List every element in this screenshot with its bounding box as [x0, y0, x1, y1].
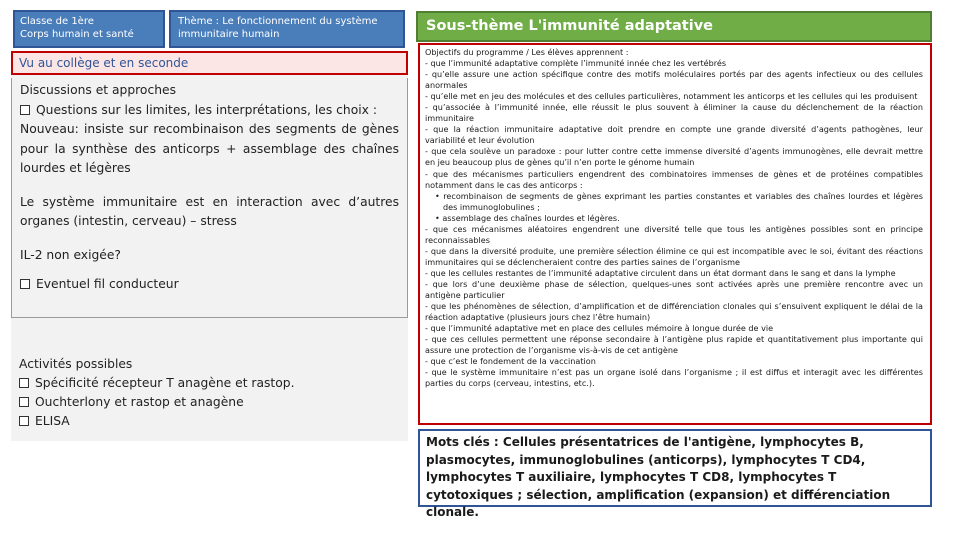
discussions-title: Discussions et approches [20, 83, 176, 97]
objective-line: - que ces cellules permettent une réponse secondaire à l’antigène plus rapide et quantitativement plus importante qui assure une protection de l’organisme vis-à-vis de cet antigène [425, 334, 923, 356]
activity-item: Ouchterlony et rastop et anagène [19, 393, 400, 412]
questions-text: Questions sur les limites, les interprétations, les choix : [36, 102, 377, 117]
objective-sub-bullet: • assemblage des chaînes lourdes et légères. [435, 212, 620, 223]
activity-item: ELISA [19, 412, 400, 431]
class-label-box [13, 10, 165, 48]
fil-conducteur-text: Eventuel fil conducteur [36, 277, 179, 291]
objective-line: - que dans la diversité produite, une première sélection élimine ce qui est incompatible avec le soi, évitant des réactions immunitaires qui se déclencheraient contre des parties saines de l’organisme [425, 245, 923, 267]
activities-block [11, 355, 408, 441]
objective-sub-bullet: • recombinaison de segments de gènes exprimant les parties constantes et variables des chaînes lourdes et légères des immunoglobulines ; [435, 190, 923, 212]
il2-text: IL-2 non exigée? [20, 247, 121, 262]
objective-line: - que lors d’une deuxième phase de sélection, quelques-unes sont activées après une première rencontre avec un antigène particulier [425, 278, 923, 301]
keywords-box: Mots clés : Cellules présentatrices de l'antigène, lymphocytes B, plasmocytes, immunoglobulines (anticorps), lymphocytes T CD4, lymphocytes T auxiliaire, lymphocytes T CD8, lymphocytes T cytotoxiques ; sélection, amplification (expansion) et différenciation clonale. [418, 429, 932, 507]
subtheme-title: Sous-thème L'immunité adaptative [416, 11, 932, 42]
objective-line: - qu’elle met en jeu des molécules et des cellules particulières, notamment les anticorps et les cellules qui les produisent [425, 91, 918, 102]
objective-line: - que les phénomènes de sélection, d’amplification et de différenciation clonales qui s’ensuivent expliquent le délai de la réaction adaptative (plusieurs jours chez l’être humain) [425, 301, 923, 323]
objective-line: - que l’immunité adaptative met en place des cellules mémoire à longue durée de vie [425, 323, 774, 334]
checkbox-icon [19, 397, 29, 407]
questions-line [20, 101, 399, 121]
fil-conducteur-line [20, 275, 399, 295]
objective-line: - que les cellules restantes de l’immunité adaptative circulent dans un état dormant dans le sang et dans la lymphe [425, 267, 896, 278]
objective-line: - que la réaction immunitaire adaptative doit prendre en compte une grande diversité d’agents pathogènes, leur variabilité et leur évolution [425, 124, 923, 146]
discussions-block [11, 78, 408, 318]
seen-before-heading: Vu au collège et en seconde [11, 51, 408, 75]
theme-line-2: immunitaire humain [178, 29, 280, 40]
objective-line: - qu’elle assure une action spécifique contre des motifs moléculaires portés par des agents infectieux ou des cellules anormales [425, 69, 923, 91]
interaction-text: Le système immunitaire est en interaction avec d’autres organes (intestin, cerveau) – stress [20, 194, 399, 228]
objective-line: - que ces mécanismes aléatoires engendrent une diversité telle que tous les antigènes possibles sont en principe reconnaissables [425, 223, 923, 245]
objective-line: - que le système immunitaire n’est pas un organe isolé dans l’organisme ; il est diffus et interagit avec les différentes parties du corps (cerveau, intestins, etc.). [425, 367, 923, 389]
class-topic-text: Corps humain et santé [20, 29, 134, 40]
theme-line-1: Thème : Le fonctionnement du système [178, 16, 378, 27]
objective-line: - que des mécanismes particuliers engendrent des combinatoires immenses de gènes et de protéines compatibles notamment dans le cas des anticorps : [425, 168, 923, 190]
objective-line: - que c’est le fondement de la vaccination [425, 356, 596, 367]
class-level-text: Classe de 1ère [20, 16, 94, 27]
objective-line: - qu’associée à l’immunité innée, elle réussit le plus souvent à éliminer la cause du déclenchement de la réaction immunitaire [425, 102, 923, 124]
checkbox-icon [19, 378, 29, 388]
activities-title: Activités possibles [19, 357, 133, 371]
objectives-title: Objectifs du programme / Les élèves apprennent : [425, 47, 629, 57]
theme-label-box [169, 10, 405, 48]
objective-line: - que cela soulève un paradoxe : pour lutter contre cette immense diversité d’agents immunogènes, elle devrait mettre en jeu beaucoup plus de gènes qu’il n’en porte le génome humain [425, 146, 923, 168]
checkbox-icon [20, 105, 30, 115]
checkbox-icon [20, 279, 30, 289]
program-objectives-box [418, 43, 932, 425]
objective-line: - que l’immunité adaptative complète l’immunité innée chez les vertébrés [425, 58, 727, 69]
nouveau-text: Nouveau: insiste sur recombinaison des segments de gènes pour la synthèse des anticorps + assemblage des chaînes lourdes et légères [20, 122, 399, 175]
activity-item: Spécificité récepteur T anagène et rastop. [19, 374, 400, 393]
checkbox-icon [19, 416, 29, 426]
